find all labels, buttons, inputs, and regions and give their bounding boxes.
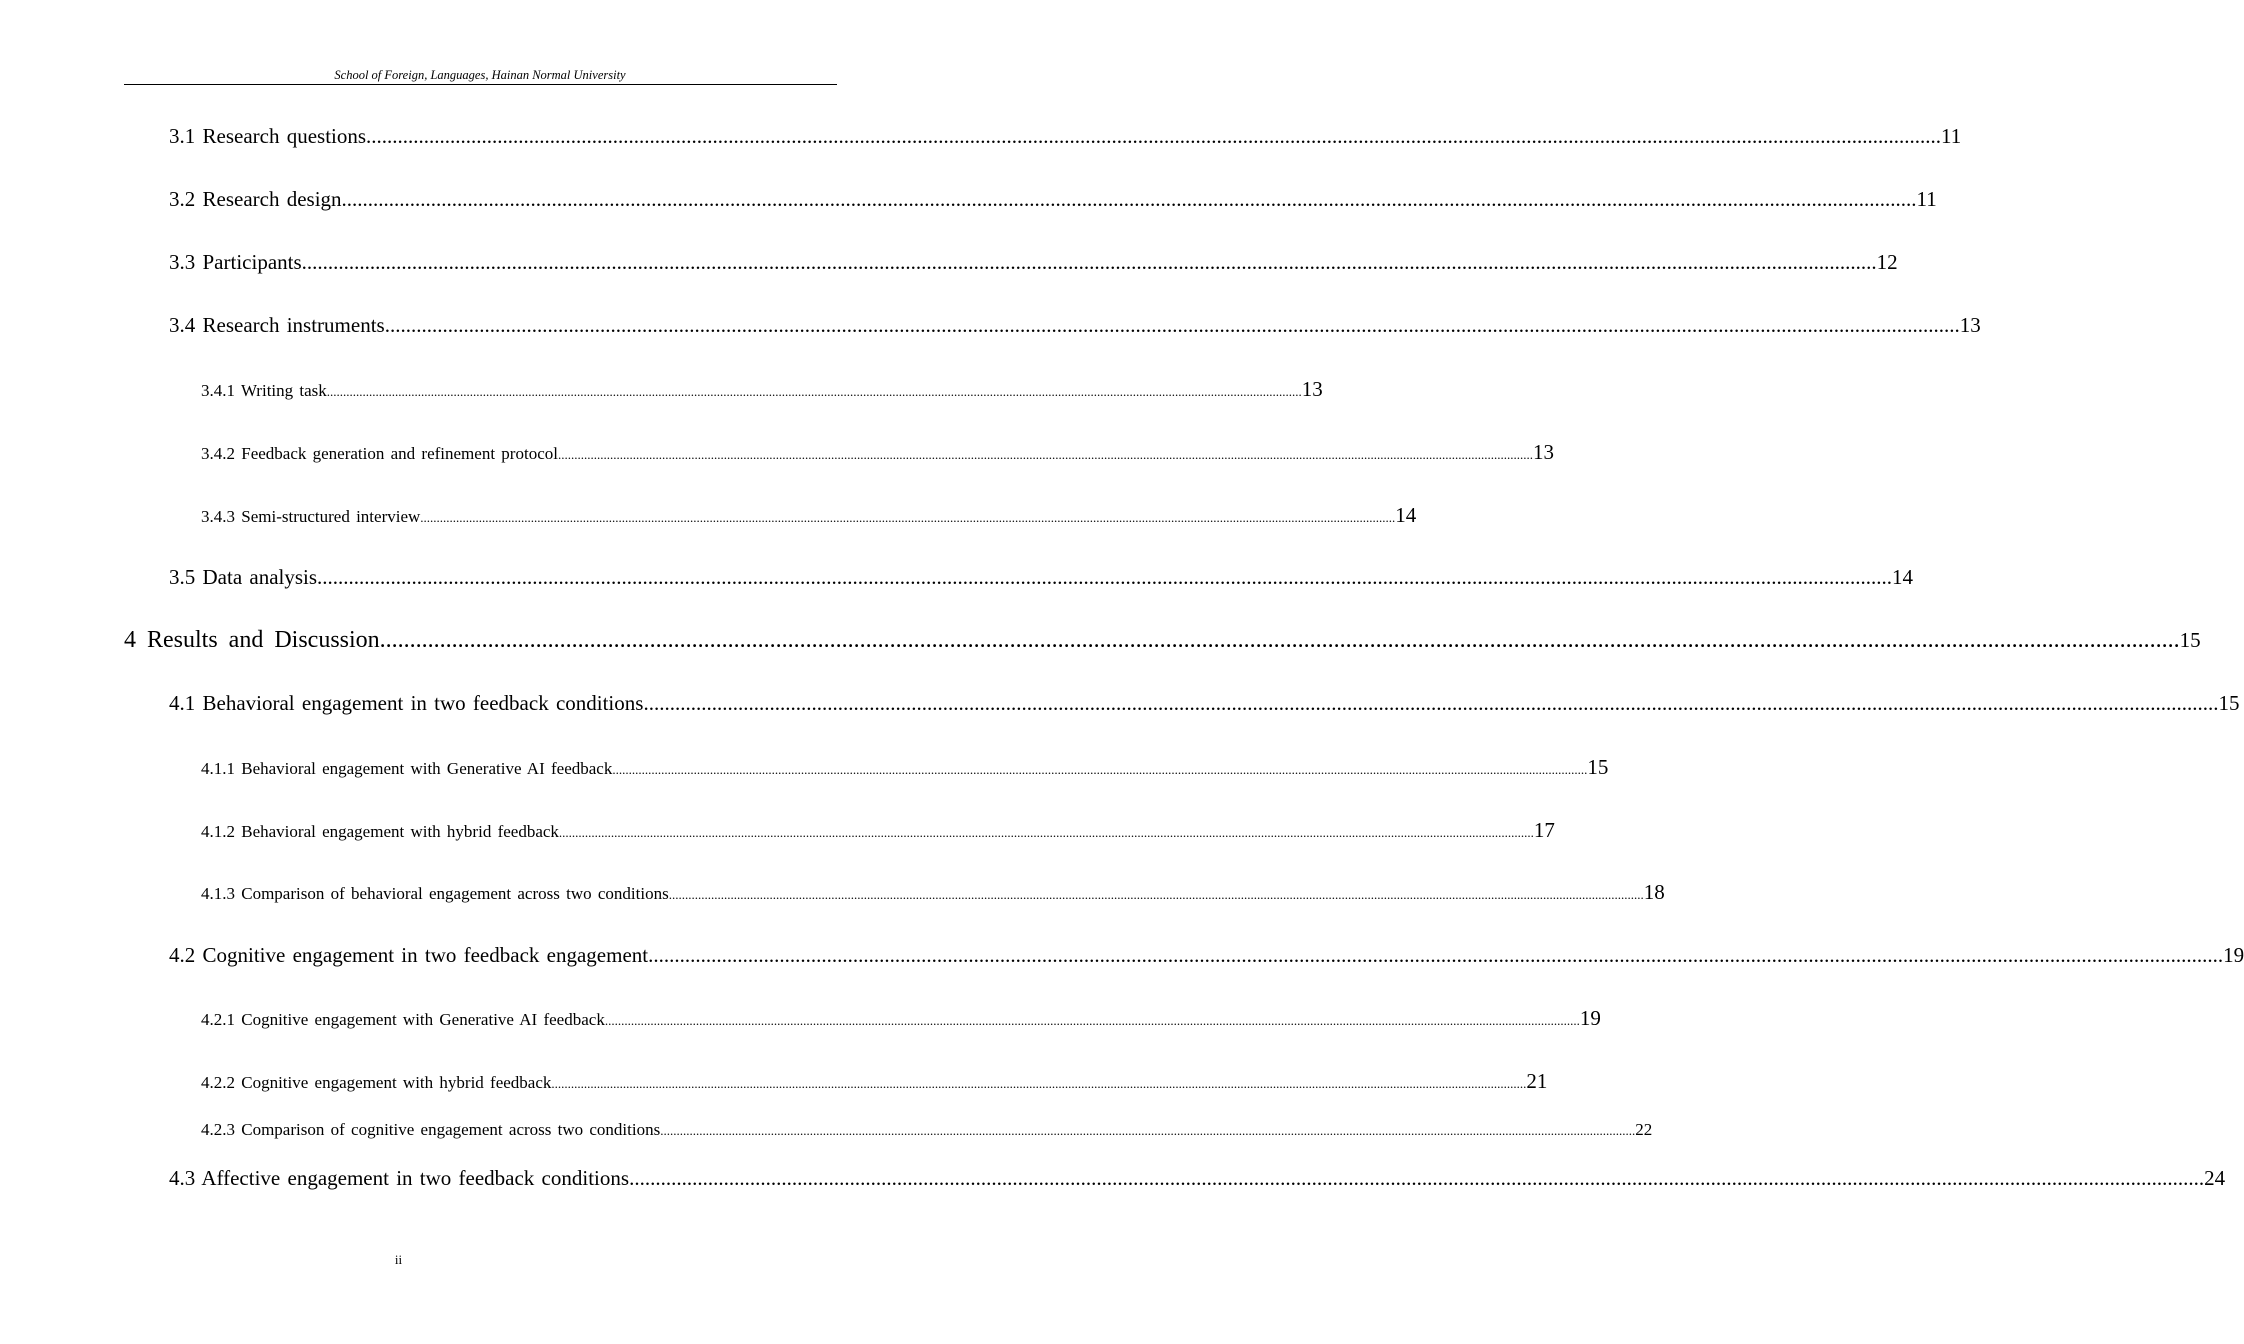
- toc-leader-dots: ............................................................................................................................................................................................................................................................................................................: [379, 627, 2180, 653]
- toc-entry-title: 3.5 Data analysis: [169, 565, 318, 589]
- toc-entry-page-number: 22: [1635, 1120, 1653, 1139]
- toc-entry[interactable]: [201, 503, 1417, 528]
- toc-entry-title: 4.1 Behavioral engagement in two feedback conditions: [169, 691, 644, 715]
- toc-entry[interactable]: [201, 1120, 1653, 1140]
- toc-leader-dots: ............................................................................................................................................................................................................................................................................................................: [341, 187, 1917, 211]
- toc-entry-page-number: 15: [2179, 628, 2201, 652]
- toc-entry[interactable]: [201, 880, 1665, 905]
- toc-leader-dots: ............................................................................................................................................................................................................................................................................................................: [643, 691, 2219, 715]
- toc-leader-dots: ............................................................................................................................................................................................................................................................................................................: [301, 250, 1877, 274]
- toc-entry-title: 4.2 Cognitive engagement in two feedback engagement: [169, 943, 649, 967]
- toc-entry-title: 4.2.2 Cognitive engagement with hybrid feedback: [201, 1073, 552, 1092]
- toc-entry[interactable]: [201, 818, 1555, 843]
- toc-entry[interactable]: [169, 124, 1962, 149]
- toc-leader-dots: ............................................................................................................................................................................................................................................................................................................: [317, 565, 1893, 589]
- toc-entry-page-number: 13: [1301, 377, 1323, 401]
- toc-leader-dots: ............................................................................................................................................................................................................................................................................................................: [366, 124, 1942, 148]
- toc-entry-title: 4.3 Affective engagement in two feedback conditions: [169, 1166, 630, 1190]
- toc-entry-title: 4.2.1 Cognitive engagement with Generative AI feedback: [201, 1010, 605, 1029]
- toc-entry[interactable]: [169, 691, 2240, 716]
- toc-leader-dots: ............................................................................................................................................................................................................................................................................................................: [558, 825, 1534, 840]
- toc-leader-dots: ............................................................................................................................................................................................................................................................................................................: [648, 943, 2224, 967]
- toc-entry-page-number: 15: [1587, 755, 1609, 779]
- toc-entry-page-number: 14: [1395, 503, 1417, 527]
- toc-entry-title: 3.2 Research design: [169, 187, 342, 211]
- toc-entry-page-number: 13: [1532, 440, 1554, 464]
- toc-entry-page-number: 18: [1643, 880, 1665, 904]
- toc-entry[interactable]: [201, 1069, 1548, 1094]
- toc-entry-page-number: 17: [1533, 818, 1555, 842]
- toc-entry[interactable]: [124, 627, 2201, 654]
- toc-entry-title: 4 Results and Discussion: [124, 627, 380, 653]
- toc-entry-page-number: 19: [2223, 943, 2244, 967]
- toc-entry[interactable]: [169, 187, 1937, 212]
- toc-entry-page-number: 14: [1892, 565, 1914, 589]
- toc-leader-dots: ............................................................................................................................................................................................................................................................................................................: [420, 510, 1396, 525]
- toc-entry[interactable]: [169, 1166, 2226, 1191]
- toc-entry-page-number: 19: [1579, 1006, 1601, 1030]
- toc-leader-dots: ............................................................................................................................................................................................................................................................................................................: [660, 1123, 1636, 1138]
- toc-entry-title: 4.2.3 Comparison of cognitive engagement across two conditions: [201, 1120, 661, 1139]
- header-text: School of Foreign, Languages, Hainan Normal University: [334, 68, 626, 82]
- toc-leader-dots: ............................................................................................................................................................................................................................................................................................................: [551, 1076, 1527, 1091]
- toc-entry-page-number: 21: [1526, 1069, 1548, 1093]
- toc-entry[interactable]: [169, 943, 2244, 968]
- toc-entry[interactable]: [201, 377, 1323, 402]
- toc-entry-title: 3.3 Participants: [169, 250, 302, 274]
- toc-entry[interactable]: [169, 565, 1914, 590]
- toc-entry[interactable]: [169, 250, 1898, 275]
- toc-leader-dots: ............................................................................................................................................................................................................................................................................................................: [629, 1166, 2205, 1190]
- toc-entry-title: 3.4.2 Feedback generation and refinement protocol: [201, 444, 558, 463]
- toc-entry-page-number: 12: [1876, 250, 1898, 274]
- header-rule: [124, 84, 837, 85]
- toc-leader-dots: ............................................................................................................................................................................................................................................................................................................: [668, 887, 1644, 902]
- toc-leader-dots: ............................................................................................................................................................................................................................................................................................................: [384, 313, 1960, 337]
- toc-entry-page-number: 11: [1916, 187, 1937, 211]
- toc-entry-page-number: 11: [1941, 124, 1962, 148]
- toc-leader-dots: ............................................................................................................................................................................................................................................................................................................: [604, 1013, 1580, 1028]
- toc-entry-title: 3.1 Research questions: [169, 124, 367, 148]
- toc-entry-page-number: 13: [1959, 313, 1981, 337]
- toc-entry[interactable]: [201, 440, 1554, 465]
- toc-leader-dots: ............................................................................................................................................................................................................................................................................................................: [326, 384, 1302, 399]
- toc-entry[interactable]: [201, 1006, 1601, 1031]
- toc-entry[interactable]: [169, 313, 1981, 338]
- toc-leader-dots: ............................................................................................................................................................................................................................................................................................................: [612, 762, 1588, 777]
- toc-entry-title: 4.1.2 Behavioral engagement with hybrid feedback: [201, 822, 559, 841]
- toc-entry-page-number: 15: [2218, 691, 2240, 715]
- toc-entry-title: 4.1.1 Behavioral engagement with Generative AI feedback: [201, 759, 613, 778]
- toc-entry-title: 3.4.1 Writing task: [201, 381, 327, 400]
- toc-leader-dots: ............................................................................................................................................................................................................................................................................................................: [557, 447, 1533, 462]
- toc-entry[interactable]: [201, 755, 1609, 780]
- toc-entry-title: 3.4 Research instruments: [169, 313, 385, 337]
- toc-entry-title: 3.4.3 Semi-structured interview: [201, 507, 421, 526]
- toc-entry-title: 4.1.3 Comparison of behavioral engagement across two conditions: [201, 884, 669, 903]
- page-number: ii: [394, 1252, 403, 1267]
- toc-entry-page-number: 24: [2204, 1166, 2226, 1190]
